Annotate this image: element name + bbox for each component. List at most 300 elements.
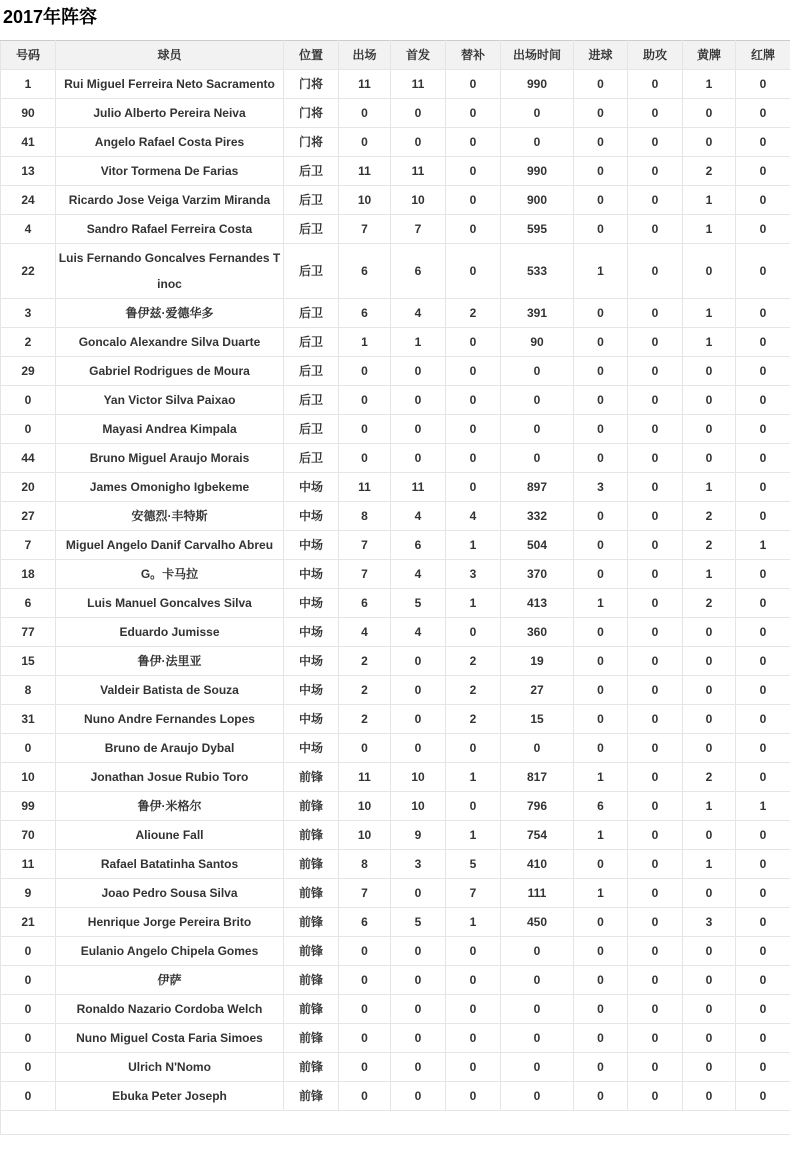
cell-number: 0 <box>1 734 56 763</box>
table-row <box>1 966 790 995</box>
cell-starts: 1 <box>391 328 446 357</box>
table-row <box>1 215 790 244</box>
table-row <box>1 1082 790 1111</box>
cell-substitute: 0 <box>446 386 501 415</box>
cell-number: 1 <box>1 70 56 99</box>
col-header-minutes: 出场时间 <box>501 41 574 70</box>
cell-starts: 0 <box>391 99 446 128</box>
cell-player: Henrique Jorge Pereira Brito <box>56 908 284 937</box>
cell-assists: 0 <box>628 473 683 502</box>
cell-number: 0 <box>1 1024 56 1053</box>
cell-appearances: 10 <box>339 792 391 821</box>
cell-minutes: 990 <box>501 157 574 186</box>
cell-player: G。卡马拉 <box>56 560 284 589</box>
cell-yellow-cards: 0 <box>683 676 736 705</box>
cell-assists: 0 <box>628 995 683 1024</box>
cell-minutes: 370 <box>501 560 574 589</box>
table-row <box>1 850 790 879</box>
cell-player: Ronaldo Nazario Cordoba Welch <box>56 995 284 1024</box>
cell-appearances: 8 <box>339 850 391 879</box>
cell-yellow-cards: 1 <box>683 328 736 357</box>
cell-yellow-cards: 2 <box>683 531 736 560</box>
cell-red-cards: 0 <box>736 763 790 792</box>
cell-yellow-cards: 1 <box>683 792 736 821</box>
table-row <box>1 502 790 531</box>
cell-player: Rafael Batatinha Santos <box>56 850 284 879</box>
cell-starts: 7 <box>391 215 446 244</box>
cell-position: 后卫 <box>284 299 339 328</box>
cell-number: 21 <box>1 908 56 937</box>
cell-position: 后卫 <box>284 328 339 357</box>
cell-substitute: 0 <box>446 1082 501 1111</box>
cell-substitute: 0 <box>446 1053 501 1082</box>
cell-substitute: 0 <box>446 215 501 244</box>
cell-minutes: 533 <box>501 244 574 299</box>
cell-appearances: 4 <box>339 618 391 647</box>
cell-minutes: 410 <box>501 850 574 879</box>
cell-player: Ebuka Peter Joseph <box>56 1082 284 1111</box>
cell-yellow-cards: 0 <box>683 705 736 734</box>
cell-red-cards: 0 <box>736 215 790 244</box>
cell-position: 门将 <box>284 99 339 128</box>
cell-starts: 4 <box>391 502 446 531</box>
cell-starts: 5 <box>391 589 446 618</box>
cell-red-cards: 0 <box>736 473 790 502</box>
cell-number: 44 <box>1 444 56 473</box>
cell-yellow-cards: 0 <box>683 966 736 995</box>
cell-starts: 0 <box>391 357 446 386</box>
cell-position: 前锋 <box>284 792 339 821</box>
cell-number: 0 <box>1 995 56 1024</box>
cell-appearances: 0 <box>339 995 391 1024</box>
cell-yellow-cards: 0 <box>683 444 736 473</box>
cell-goals: 0 <box>574 186 628 215</box>
cell-goals: 0 <box>574 560 628 589</box>
cell-red-cards: 0 <box>736 966 790 995</box>
cell-number: 9 <box>1 879 56 908</box>
cell-player: 鲁伊·米格尔 <box>56 792 284 821</box>
cell-goals: 0 <box>574 157 628 186</box>
cell-yellow-cards: 0 <box>683 734 736 763</box>
cell-starts: 6 <box>391 244 446 299</box>
cell-assists: 0 <box>628 879 683 908</box>
cell-position: 中场 <box>284 734 339 763</box>
cell-yellow-cards: 1 <box>683 850 736 879</box>
cell-position: 后卫 <box>284 415 339 444</box>
cell-minutes: 0 <box>501 1024 574 1053</box>
cell-assists: 0 <box>628 99 683 128</box>
col-header-appearances: 出场 <box>339 41 391 70</box>
cell-assists: 0 <box>628 705 683 734</box>
cell-yellow-cards: 0 <box>683 357 736 386</box>
cell-number: 13 <box>1 157 56 186</box>
cell-substitute: 1 <box>446 821 501 850</box>
cell-number: 41 <box>1 128 56 157</box>
cell-assists: 0 <box>628 128 683 157</box>
cell-minutes: 450 <box>501 908 574 937</box>
cell-appearances: 7 <box>339 560 391 589</box>
cell-assists: 0 <box>628 589 683 618</box>
cell-player: Bruno de Araujo Dybal <box>56 734 284 763</box>
table-row <box>1 415 790 444</box>
cell-red-cards: 0 <box>736 386 790 415</box>
cell-minutes: 0 <box>501 128 574 157</box>
cell-minutes: 754 <box>501 821 574 850</box>
cell-red-cards: 0 <box>736 415 790 444</box>
cell-goals: 0 <box>574 128 628 157</box>
table-row <box>1 908 790 937</box>
cell-assists: 0 <box>628 647 683 676</box>
cell-yellow-cards: 0 <box>683 821 736 850</box>
cell-minutes: 504 <box>501 531 574 560</box>
cell-number: 20 <box>1 473 56 502</box>
cell-goals: 0 <box>574 502 628 531</box>
cell-substitute: 0 <box>446 244 501 299</box>
cell-red-cards: 0 <box>736 850 790 879</box>
cell-appearances: 11 <box>339 763 391 792</box>
cell-red-cards: 0 <box>736 705 790 734</box>
cell-starts: 10 <box>391 763 446 792</box>
cell-player: Valdeir Batista de Souza <box>56 676 284 705</box>
cell-assists: 0 <box>628 618 683 647</box>
cell-yellow-cards: 1 <box>683 473 736 502</box>
cell-position: 门将 <box>284 128 339 157</box>
cell-player: Angelo Rafael Costa Pires <box>56 128 284 157</box>
cell-player: Vitor Tormena De Farias <box>56 157 284 186</box>
cell-assists: 0 <box>628 850 683 879</box>
cell-appearances: 10 <box>339 186 391 215</box>
cell-assists: 0 <box>628 763 683 792</box>
cell-position: 前锋 <box>284 1024 339 1053</box>
cell-position: 中场 <box>284 705 339 734</box>
cell-appearances: 0 <box>339 1082 391 1111</box>
cell-position: 前锋 <box>284 995 339 1024</box>
table-row <box>1 186 790 215</box>
cell-appearances: 2 <box>339 705 391 734</box>
cell-appearances: 8 <box>339 502 391 531</box>
cell-substitute: 4 <box>446 502 501 531</box>
cell-goals: 0 <box>574 966 628 995</box>
cell-assists: 0 <box>628 1053 683 1082</box>
cell-substitute: 5 <box>446 850 501 879</box>
cell-appearances: 11 <box>339 473 391 502</box>
cell-minutes: 0 <box>501 995 574 1024</box>
cell-player: 鲁伊·法里亚 <box>56 647 284 676</box>
cell-yellow-cards: 0 <box>683 128 736 157</box>
cell-minutes: 0 <box>501 1053 574 1082</box>
cell-assists: 0 <box>628 1024 683 1053</box>
cell-red-cards: 0 <box>736 328 790 357</box>
cell-position: 中场 <box>284 589 339 618</box>
cell-appearances: 6 <box>339 908 391 937</box>
cell-goals: 1 <box>574 821 628 850</box>
cell-position: 中场 <box>284 473 339 502</box>
table-row <box>1 1024 790 1053</box>
cell-goals: 0 <box>574 386 628 415</box>
table-row <box>1 618 790 647</box>
cell-number: 99 <box>1 792 56 821</box>
cell-number: 24 <box>1 186 56 215</box>
cell-substitute: 3 <box>446 560 501 589</box>
cell-red-cards: 0 <box>736 99 790 128</box>
squad-stats-table <box>0 40 790 1135</box>
cell-appearances: 6 <box>339 244 391 299</box>
cell-appearances: 0 <box>339 734 391 763</box>
cell-starts: 0 <box>391 995 446 1024</box>
cell-starts: 0 <box>391 966 446 995</box>
cell-assists: 0 <box>628 299 683 328</box>
cell-appearances: 0 <box>339 415 391 444</box>
cell-appearances: 0 <box>339 357 391 386</box>
cell-player: 伊萨 <box>56 966 284 995</box>
cell-player: Sandro Rafael Ferreira Costa <box>56 215 284 244</box>
cell-minutes: 0 <box>501 99 574 128</box>
cell-substitute: 1 <box>446 531 501 560</box>
cell-yellow-cards: 0 <box>683 1082 736 1111</box>
cell-goals: 0 <box>574 299 628 328</box>
cell-player: Rui Miguel Ferreira Neto Sacramento <box>56 70 284 99</box>
cell-substitute: 0 <box>446 128 501 157</box>
cell-goals: 0 <box>574 850 628 879</box>
cell-number: 29 <box>1 357 56 386</box>
cell-appearances: 6 <box>339 299 391 328</box>
cell-starts: 0 <box>391 128 446 157</box>
cell-goals: 0 <box>574 415 628 444</box>
cell-substitute: 0 <box>446 157 501 186</box>
cell-substitute: 0 <box>446 618 501 647</box>
col-header-substitute: 替补 <box>446 41 501 70</box>
cell-minutes: 0 <box>501 415 574 444</box>
cell-assists: 0 <box>628 386 683 415</box>
cell-goals: 3 <box>574 473 628 502</box>
cell-goals: 0 <box>574 705 628 734</box>
cell-position: 中场 <box>284 560 339 589</box>
cell-appearances: 2 <box>339 647 391 676</box>
cell-yellow-cards: 0 <box>683 937 736 966</box>
cell-number: 0 <box>1 1082 56 1111</box>
table-row <box>1 1053 790 1082</box>
col-header-player: 球员 <box>56 41 284 70</box>
cell-minutes: 0 <box>501 444 574 473</box>
cell-goals: 0 <box>574 676 628 705</box>
cell-assists: 0 <box>628 502 683 531</box>
cell-appearances: 11 <box>339 70 391 99</box>
cell-yellow-cards: 2 <box>683 763 736 792</box>
cell-appearances: 0 <box>339 1053 391 1082</box>
cell-goals: 0 <box>574 99 628 128</box>
col-header-red-cards: 红牌 <box>736 41 790 70</box>
cell-starts: 0 <box>391 647 446 676</box>
table-row <box>1 792 790 821</box>
cell-goals: 0 <box>574 328 628 357</box>
cell-minutes: 413 <box>501 589 574 618</box>
cell-number: 0 <box>1 386 56 415</box>
cell-minutes: 990 <box>501 70 574 99</box>
cell-starts: 11 <box>391 70 446 99</box>
cell-starts: 9 <box>391 821 446 850</box>
cell-appearances: 0 <box>339 128 391 157</box>
cell-number: 6 <box>1 589 56 618</box>
cell-minutes: 0 <box>501 937 574 966</box>
cell-position: 前锋 <box>284 966 339 995</box>
cell-goals: 1 <box>574 244 628 299</box>
table-footer-row <box>1 1111 790 1135</box>
cell-player: Joao Pedro Sousa Silva <box>56 879 284 908</box>
cell-substitute: 7 <box>446 879 501 908</box>
cell-substitute: 1 <box>446 763 501 792</box>
cell-starts: 11 <box>391 157 446 186</box>
cell-assists: 0 <box>628 792 683 821</box>
cell-substitute: 0 <box>446 328 501 357</box>
cell-appearances: 0 <box>339 1024 391 1053</box>
table-row <box>1 879 790 908</box>
table-row <box>1 821 790 850</box>
table-row <box>1 70 790 99</box>
cell-yellow-cards: 0 <box>683 1053 736 1082</box>
cell-starts: 0 <box>391 444 446 473</box>
cell-yellow-cards: 1 <box>683 70 736 99</box>
cell-minutes: 0 <box>501 1082 574 1111</box>
cell-goals: 0 <box>574 937 628 966</box>
cell-minutes: 897 <box>501 473 574 502</box>
cell-number: 15 <box>1 647 56 676</box>
cell-yellow-cards: 0 <box>683 879 736 908</box>
cell-number: 7 <box>1 531 56 560</box>
cell-minutes: 900 <box>501 186 574 215</box>
cell-red-cards: 0 <box>736 879 790 908</box>
table-row <box>1 734 790 763</box>
cell-assists: 0 <box>628 328 683 357</box>
cell-starts: 4 <box>391 618 446 647</box>
cell-assists: 0 <box>628 70 683 99</box>
cell-player: Ricardo Jose Veiga Varzim Miranda <box>56 186 284 215</box>
cell-goals: 1 <box>574 763 628 792</box>
cell-yellow-cards: 0 <box>683 647 736 676</box>
cell-red-cards: 0 <box>736 157 790 186</box>
cell-assists: 0 <box>628 734 683 763</box>
cell-goals: 0 <box>574 1053 628 1082</box>
cell-yellow-cards: 1 <box>683 299 736 328</box>
cell-minutes: 111 <box>501 879 574 908</box>
cell-goals: 0 <box>574 215 628 244</box>
cell-position: 前锋 <box>284 1053 339 1082</box>
cell-assists: 0 <box>628 531 683 560</box>
cell-substitute: 2 <box>446 676 501 705</box>
cell-player: Miguel Angelo Danif Carvalho Abreu <box>56 531 284 560</box>
cell-yellow-cards: 0 <box>683 386 736 415</box>
cell-assists: 0 <box>628 821 683 850</box>
empty-footer-cell <box>1 1111 790 1135</box>
cell-starts: 4 <box>391 299 446 328</box>
cell-assists: 0 <box>628 676 683 705</box>
cell-yellow-cards: 2 <box>683 157 736 186</box>
table-row <box>1 128 790 157</box>
cell-assists: 0 <box>628 966 683 995</box>
cell-substitute: 0 <box>446 473 501 502</box>
table-row <box>1 676 790 705</box>
cell-red-cards: 0 <box>736 618 790 647</box>
cell-starts: 0 <box>391 879 446 908</box>
cell-appearances: 0 <box>339 444 391 473</box>
cell-substitute: 2 <box>446 705 501 734</box>
cell-substitute: 0 <box>446 937 501 966</box>
cell-number: 8 <box>1 676 56 705</box>
cell-red-cards: 0 <box>736 647 790 676</box>
cell-red-cards: 0 <box>736 299 790 328</box>
cell-goals: 1 <box>574 589 628 618</box>
cell-player: 安德烈·丰特斯 <box>56 502 284 531</box>
cell-player: Eduardo Jumisse <box>56 618 284 647</box>
cell-position: 后卫 <box>284 215 339 244</box>
cell-assists: 0 <box>628 215 683 244</box>
cell-goals: 0 <box>574 995 628 1024</box>
cell-starts: 10 <box>391 186 446 215</box>
cell-starts: 0 <box>391 705 446 734</box>
table-row <box>1 244 790 299</box>
cell-appearances: 1 <box>339 328 391 357</box>
cell-goals: 0 <box>574 647 628 676</box>
cell-goals: 0 <box>574 531 628 560</box>
cell-starts: 11 <box>391 473 446 502</box>
table-row <box>1 444 790 473</box>
cell-number: 31 <box>1 705 56 734</box>
cell-minutes: 0 <box>501 966 574 995</box>
cell-assists: 0 <box>628 415 683 444</box>
table-header-row <box>1 41 790 70</box>
cell-appearances: 7 <box>339 215 391 244</box>
cell-number: 0 <box>1 966 56 995</box>
cell-red-cards: 0 <box>736 589 790 618</box>
col-header-number: 号码 <box>1 41 56 70</box>
cell-number: 4 <box>1 215 56 244</box>
cell-red-cards: 0 <box>736 357 790 386</box>
cell-goals: 0 <box>574 908 628 937</box>
cell-starts: 0 <box>391 1082 446 1111</box>
cell-substitute: 1 <box>446 589 501 618</box>
cell-red-cards: 0 <box>736 995 790 1024</box>
cell-minutes: 19 <box>501 647 574 676</box>
cell-substitute: 0 <box>446 734 501 763</box>
cell-player: Gabriel Rodrigues de Moura <box>56 357 284 386</box>
table-row <box>1 995 790 1024</box>
cell-substitute: 0 <box>446 792 501 821</box>
cell-yellow-cards: 0 <box>683 415 736 444</box>
cell-substitute: 1 <box>446 908 501 937</box>
table-row <box>1 386 790 415</box>
cell-substitute: 2 <box>446 299 501 328</box>
cell-red-cards: 0 <box>736 1082 790 1111</box>
cell-appearances: 6 <box>339 589 391 618</box>
cell-red-cards: 0 <box>736 502 790 531</box>
cell-assists: 0 <box>628 244 683 299</box>
cell-player: Bruno Miguel Araujo Morais <box>56 444 284 473</box>
cell-position: 门将 <box>284 70 339 99</box>
cell-assists: 0 <box>628 357 683 386</box>
cell-player: Luis Manuel Goncalves Silva <box>56 589 284 618</box>
cell-number: 0 <box>1 1053 56 1082</box>
col-header-position: 位置 <box>284 41 339 70</box>
cell-player: James Omonigho Igbekeme <box>56 473 284 502</box>
cell-appearances: 0 <box>339 99 391 128</box>
cell-substitute: 0 <box>446 1024 501 1053</box>
cell-starts: 0 <box>391 415 446 444</box>
cell-number: 10 <box>1 763 56 792</box>
cell-minutes: 360 <box>501 618 574 647</box>
cell-number: 0 <box>1 937 56 966</box>
cell-minutes: 0 <box>501 734 574 763</box>
table-row <box>1 157 790 186</box>
cell-starts: 0 <box>391 1024 446 1053</box>
